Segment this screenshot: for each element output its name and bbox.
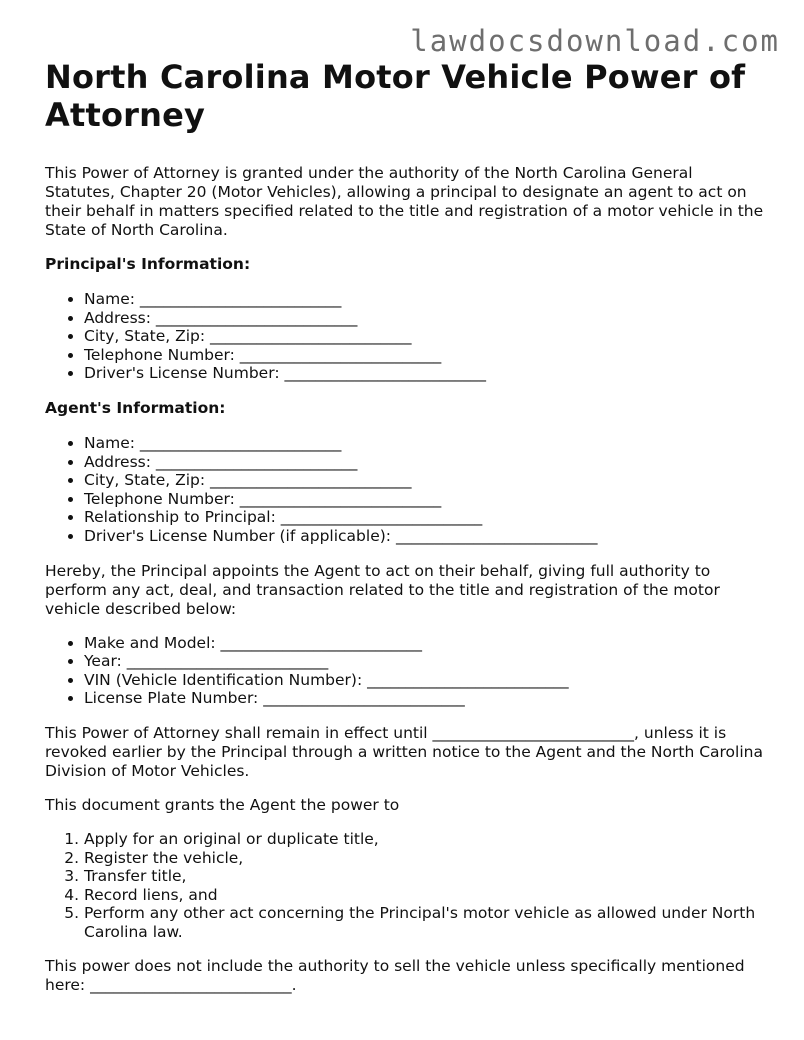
vehicle-make-model-field: • Make and Model: __________________________: [84, 634, 765, 653]
appointment-paragraph: Hereby, the Principal appoints the Agent to act on their behalf, giving full authority to perform any act, deal, and transaction related to the title and registration of the motor vehicle described below:: [45, 561, 720, 618]
power-item: 3. Transfer title,: [84, 867, 765, 886]
agent-city-state-zip-field: • City, State, Zip: __________________________: [84, 471, 765, 490]
principal-telephone-field: • Telephone Number: __________________________: [84, 346, 765, 365]
agent-address-field: • Address: __________________________: [84, 453, 765, 472]
duration-paragraph: This Power of Attorney shall remain in effect until __________________________, unless it is revoked earlier by the Principal through a written notice to the Agent and the North Carolina Division of Motor Vehicles.: [45, 723, 763, 780]
document-title: North Carolina Motor Vehicle Power of Attorney: [45, 58, 746, 134]
principal-info-list: [45, 290, 765, 383]
principal-city-state-zip-field: • City, State, Zip: __________________________: [84, 327, 765, 346]
watermark: lawdocsdownload.com: [410, 24, 780, 58]
vehicle-info-list: [45, 634, 765, 708]
power-item: 4. Record liens, and: [84, 886, 765, 905]
principal-name-field: • Name: __________________________: [84, 290, 765, 309]
vehicle-plate-field: • License Plate Number: __________________________: [84, 689, 765, 708]
vehicle-vin-field: • VIN (Vehicle Identification Number): __________________________: [84, 671, 765, 690]
agent-relationship-field: • Relationship to Principal: __________________________: [84, 508, 765, 527]
power-item: 1. Apply for an original or duplicate title,: [84, 830, 765, 849]
agent-telephone-field: • Telephone Number: __________________________: [84, 490, 765, 509]
agent-name-field: • Name: __________________________: [84, 434, 765, 453]
agent-license-field: • Driver's License Number (if applicable): __________________________: [84, 527, 765, 546]
agent-info-list: [45, 434, 765, 546]
power-item: 2. Register the vehicle,: [84, 849, 765, 868]
power-item: 5. Perform any other act concerning the Principal's motor vehicle as allowed under North Carolina law.: [84, 904, 765, 941]
principal-heading: Principal's Information:: [45, 255, 251, 273]
principal-address-field: • Address: __________________________: [84, 309, 765, 328]
intro-paragraph: This Power of Attorney is granted under the authority of the North Carolina General Statutes, Chapter 20 (Motor Vehicles), allowing a principal to designate an agent to act on their behalf in matters specified related to the title and registration of a motor vehicle in the State of North Carolina.: [45, 164, 764, 239]
grants-intro: This document grants the Agent the power to: [45, 795, 400, 814]
powers-list: [45, 830, 765, 942]
limitation-paragraph: This power does not include the authority to sell the vehicle unless specifically mentioned here: __________________________.: [45, 957, 745, 995]
principal-license-field: • Driver's License Number: __________________________: [84, 364, 765, 383]
agent-heading: Agent's Information:: [45, 398, 226, 417]
vehicle-year-field: • Year: __________________________: [84, 652, 765, 671]
document-page: [45, 58, 765, 1010]
